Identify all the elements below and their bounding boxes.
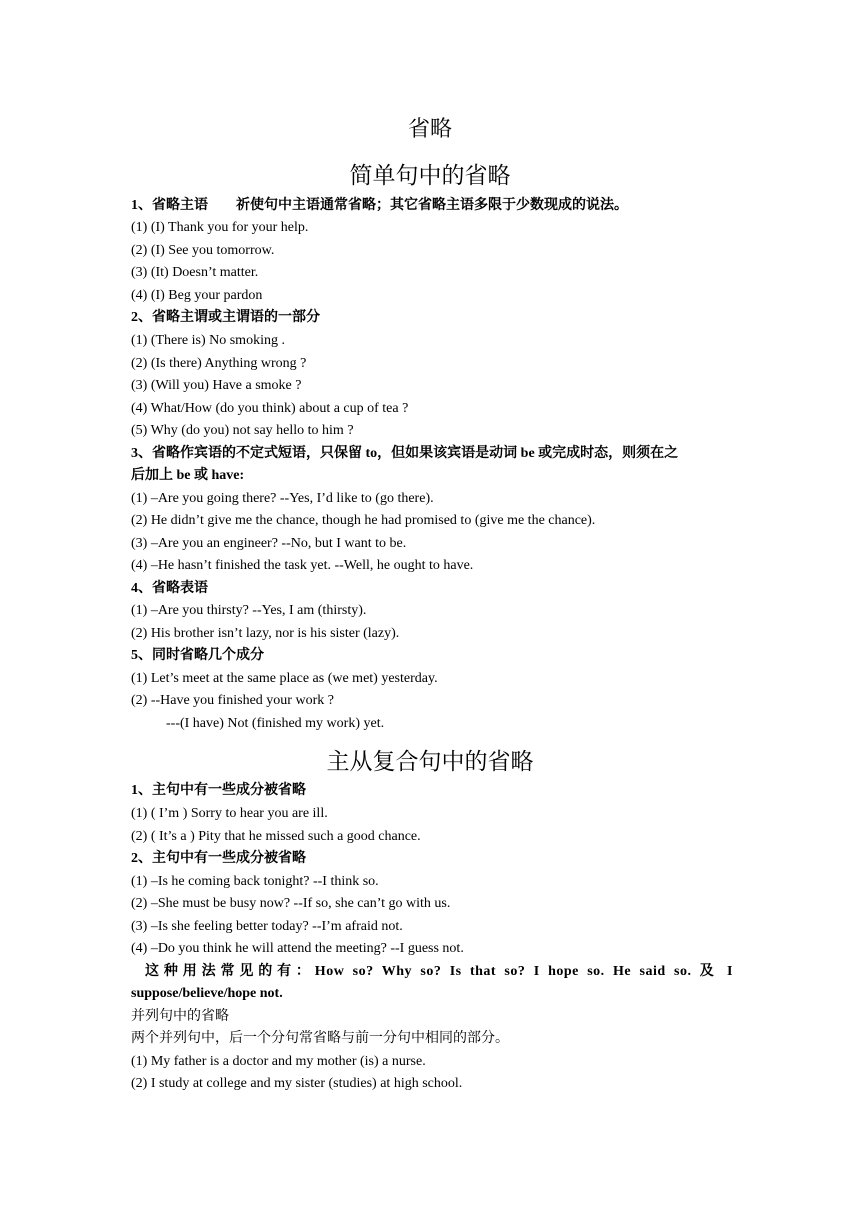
example-line: (3) (It) Doesn’t matter. [131,265,259,280]
example-line: (2) His brother isn’t lazy, nor is his sister (lazy). [131,626,400,641]
coordinate-explanation: 两个并列句中，后一个分句常省略与前一分句中相同的部分。 [131,1031,509,1046]
example-line: (4) What/How (do you think) about a cup of tea ? [131,401,409,416]
example-line: ---(I have) Not (finished my work) yet. [166,716,385,731]
common-usage-note-cont: suppose/believe/hope not. [131,986,283,1001]
section-heading-simple: 简单句中的省略 [349,163,511,189]
example-line: (4) –He hasn’t finished the task yet. --Well, he ought to have. [131,558,474,573]
example-line: (2) –She must be busy now? --If so, she can’t go with us. [131,896,451,911]
example-line: (4) (I) Beg your pardon [131,288,263,303]
section-heading-complex: 主从复合句中的省略 [326,749,534,775]
example-line: (2) I study at college and my sister (studies) at high school. [131,1076,463,1091]
example-line: (3) –Is she feeling better today? --I’m afraid not. [131,919,403,934]
example-line: (5) Why (do you) not say hello to him ? [131,423,354,438]
example-line: (3) –Are you an engineer? --No, but I want to be. [131,536,407,551]
heading-main-clause-omit-2: 2、主句中有一些成分被省略 [131,851,306,866]
example-line: (1) –Is he coming back tonight? --I think so. [131,874,379,889]
example-line: (1) ( I’m ) Sorry to hear you are ill. [131,806,328,821]
common-usage-note: 这种用法常见的有：How so? Why so? Is that so? I hope so. He said so. 及 I [145,964,733,979]
example-line: (1) (There is) No smoking . [131,333,285,348]
example-line: (1) –Are you thirsty? --Yes, I am (thirsty). [131,603,367,618]
example-line: (4) –Do you think he will attend the meeting? --I guess not. [131,941,464,956]
page-title: 省略 [407,117,452,142]
example-line: (1) Let’s meet at the same place as (we met) yesterday. [131,671,438,686]
example-line: (1) My father is a doctor and my mother (is) a nurse. [131,1054,426,1069]
heading-main-clause-omit: 1、主句中有一些成分被省略 [131,783,306,798]
heading-omit-infinitive-cont: 后加上 be 或 have: [131,468,245,483]
example-line: (2) (I) See you tomorrow. [131,243,275,258]
example-line: (1) –Are you going there? --Yes, I’d like to (go there). [131,491,434,506]
example-line: (2) ( It’s a ) Pity that he missed such a good chance. [131,829,421,844]
heading-coordinate: 并列句中的省略 [131,1009,229,1024]
heading-omit-infinitive: 3、省略作宾语的不定式短语，只保留 to，但如果该宾语是动词 be 或完成时态，则须在之 [131,446,679,461]
example-line: (2) --Have you finished your work ? [131,693,334,708]
heading-omit-subject: 1、省略主语 祈使句中主语通常省略；其它省略主语多限于少数现成的说法。 [131,198,628,213]
example-line: (2) He didn’t give me the chance, though he had promised to (give me the chance). [131,513,596,528]
heading-omit-predicative: 4、省略表语 [131,581,208,596]
heading-omit-several: 5、同时省略几个成分 [131,648,264,663]
example-line: (3) (Will you) Have a smoke ? [131,378,302,393]
heading-omit-subject-predicate: 2、省略主谓或主谓语的一部分 [131,310,320,325]
example-line: (2) (Is there) Anything wrong ? [131,356,307,371]
example-line: (1) (I) Thank you for your help. [131,220,309,235]
